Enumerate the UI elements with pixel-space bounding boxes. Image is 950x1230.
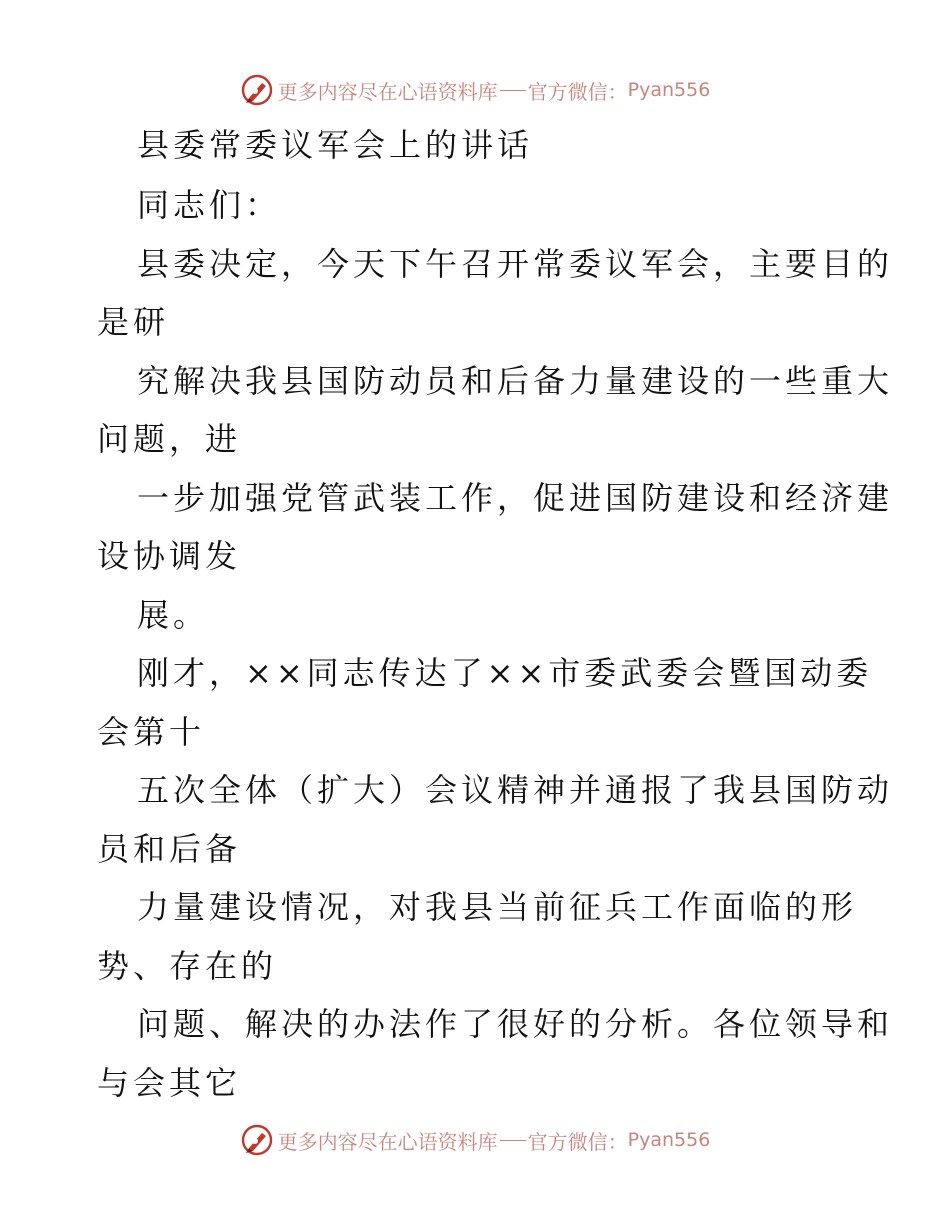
text-line: 是研 [97,303,170,341]
watermark-text: 更多内容尽在心语资料库 [277,79,498,104]
text-line: 刚才，××同志传达了××市委武委会暨国动委 [137,654,873,692]
watermark-account: Pyan556 [627,79,711,101]
text-line: 展。 [137,596,210,634]
text-line: 究解决我县国防动员和后备力量建设的一些重大 [137,362,894,400]
text-line: 与会其它 [97,1064,242,1102]
watermark-text: 更多内容尽在心语资料库 [277,1129,498,1154]
footer-watermark [0,1120,950,1160]
text-line: 力量建设情况，对我县当前征兵工作面临的形 [137,888,858,926]
text-line: 一步加强党管武装工作，促进国防建设和经济建 [137,479,894,517]
watermark-separator [500,90,526,91]
text-line: 员和后备 [97,830,242,868]
text-line: 同志们： [137,186,282,224]
text-line: 问题、解决的办法作了很好的分析。各位领导和 [137,1005,894,1043]
document-title: 县委常委议军会上的讲话 [137,126,534,164]
text-line: 会第十 [97,713,206,751]
watermark-label: 官方微信： [527,79,628,104]
text-line: 五次全体（扩大）会议精神并通报了我县国防动 [137,771,894,809]
watermark-separator [500,1140,526,1141]
text-line: 势、存在的 [97,947,278,985]
text-line: 设协调发 [97,537,242,575]
watermark-account: Pyan556 [627,1129,711,1151]
pen-logo-icon [240,1123,274,1157]
header-watermark [0,70,950,110]
text-line: 县委决定，今天下午召开常委议军会，主要目的 [137,245,894,283]
watermark-label: 官方微信： [527,1129,628,1154]
pen-logo-icon [240,73,274,107]
text-line: 问题，进 [97,420,242,458]
